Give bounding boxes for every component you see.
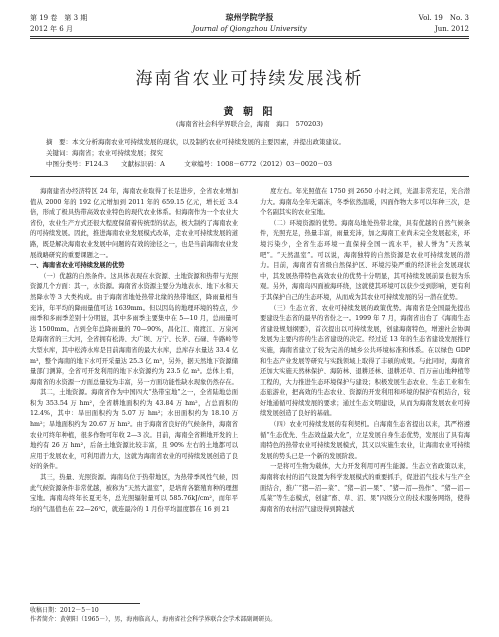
received-date: 收稿日期：2012－5－10 (30, 607, 99, 614)
abstract: 摘 要：本文分析海南农业可持续发展的现状，以及制约农业可持续发展的主要因素，并提出政策建议。 (46, 138, 345, 146)
author-name: 黄 朝 阳 (223, 107, 276, 118)
author-affiliation: (海南省社会科学界联合会，海南 海口 570203) (176, 120, 323, 128)
body-paragraph: 一是将可生物为载体，大力开发利用可再生能源。生态立省政策以来，海南将农村的沼气设置为科学发展模式的重要抓手，促进沼气技术与生产全面结合，推广“猪—沼—菜”、“猪—沼—果”、“猪—沼—热作”、“猪—沼—瓜菜”等生态模式，创建“畜、草、沼、果”四级分立的技术服务网络，使得海南省的农村沼气建设得到跨越式 (260, 463, 470, 513)
footnote (30, 606, 276, 624)
right-column (260, 187, 470, 515)
header-rule (30, 36, 469, 37)
body-paragraph: （三）生态立省、农业可持续发展的政策优势。海南省是全国最先提出要建设生态省的最早的省份之一。1999 年 7 月，海南省出台了《海南生态省建设规划纲要》，首次提出以可持续发展，创建海南特色，增速社会协调发展为主要内容的生态省建设的决定。经过近 13 年的生态省建设发展推行实施，海南省建立了较为完善的城乡公共环境标准和体系。在以绿色 GDP 和生态产业发展等研究与实践领域上取得了丰硕的成果。与此同时，海南省还加大实施天然林保护、海防林、退耕还林、退耕还草、百万亩山地种植等工程的，大力推进生态环境保护与建设；积极发展生态农业、生态工业和生态旅游业，把高效的生态农业、资源的开发利用和环境的保护有机结合，较好地通循可持续发展的要求；通过生态文明建设，从而为海南发展农业可持续发展创造了良好的基础。 (260, 304, 470, 418)
body-paragraph: 度左右。年光照值在 1750 到 2650 小时之间，光温非常充足，光合潜力大。海南岛全年无霜冻，冬季依然温暖，四面作物大多可以年种三次，是个名副其实的农业宝地。 (260, 188, 470, 217)
classification-line: 中图分类号：F124.3 文献标识码：A 文章编号：1008－6772（2012）03－0020－03 (46, 160, 333, 168)
body-paragraph: 其二，土地资源。海南省作为中国四大“热带宝地”之一，全省陆地总面积为 353.54 万 hm²，全省耕地面积约为 43.84 万 hm²，占总面积的 12.4%，其中：旱田面积约为 5.07 万 hm²；水田面积约为 18.10 万 hm²；旱地面积约为 20.67 万 hm²。由于海南省良好的气候条件，海南省农业可终年种植，很多作物可年收 2—3 次。目前，海南全省耕地开发的上地约有 26 万 hm²，后备土地资源比较丰富，且 90% 左右的土地都可以应用于发展农业，可利用潜力大，这就为海南省农业的可持续发展创造了良好的条件。 (30, 389, 238, 471)
header-journal-en: Journal of Qiongzhou University (192, 25, 307, 33)
body-paragraph: （四）农业可持续发展的有利契机。自海南生态省提出以来，其严格遵循“生态优先、生态效益最大化”，立足发展自身生态优势，发展出了具有海南特色的热带农业可持续发展模式，其又以实施生农业，让海南农业可持续发展的势头已是一个新的发展阶段。 (260, 421, 470, 460)
footnote-rule (30, 603, 140, 604)
header-volume: 第 19 卷 第 3 期 (30, 14, 88, 22)
header-date-en: Jun. 2012 (434, 25, 469, 33)
body-paragraph: 其三，热量、光照资源。海南岛位于热带地区，为热带季风性气候，因此气候资源条件非常优越，被称为“天然大温室”，是培育各繁殖育种的理想宝地。海南岛终年长夏无冬，总光照辐射量可以 585.76kJ/cm²，而年平均的气温值也在 22—26℃，就连最冷的 1 月份平均温度都在 16 到 21 (30, 474, 238, 513)
section-heading: 一、海南省农业可持续发展的优势 (30, 262, 125, 270)
left-column (30, 187, 238, 515)
body-paragraph: （一）优越的自然条件。这具体表现在水资源、土地资源和热带与光照资源几个方面：其一，水资源。海南省水资源主要分为地表水、地下水和天然降水等 3 大类构成。由于海南省地处热带北缘的热带地区，降雨量相当充沛，年平均的降雨量值可达 1639mm。但以因岛的地理环境的特点，少雨季和多雨季差别十分明显，其中多雨季主要集中在 5—10 月，总雨量可达 1500mm。占到全年总降雨量的 70—90%，昌化江、南渡江、万泉河是海南省的三大河，全省拥有松涛、大广坝、万宁、长茅、石碌、牛路岭等大型水库，其中松涛水库是目前海南省的最大水库，总库存水量达 33.4 亿 m³，整个海南的地下水可开采量达 25.3 亿 m³，另外，据天然地下资源储量部门测算，全省可开发利用的地下水资源约为 23.5 亿 m³。总体上看，海南省的水资源一方面总量较为丰富，另一方面功能性缺水现象仍然存在。 (30, 272, 238, 386)
header-journal: 琼州学院学报 (225, 13, 274, 22)
header-date: 2012 年 6 月 (30, 25, 73, 33)
body-paragraph: （二）环境资源的优势。海南岛地处热带北缘，具有优越的自然气候条件，光照充足，热量丰富，雨量充沛，加之海南工业尚未完全发展起来，环境污染少，全省生态环境一直保持全国一流水平，被人誉为“天然氧吧”。“天然温室”。可以说，海南独特的自然资源是农业可持续发展的潜力。目前，海南省有省级自然保护区、环境污染严重的经济社会发展现状中，其发展热带特色高效农业的优势十分明显，其可持续发展前景也很为乐观。另外，海南岛四面被海环绕，这就使其环境可以获少受到影响，更有利于其保护自己的生态环境，从而成为其农业可持续发展的另一潜在优势。 (260, 219, 470, 301)
article-title: 海南省农业可持续发展浅析 (135, 69, 364, 89)
author-bio: 作者简介：黄朝阳（1965－），男，海南临高人，海南省社会科学界联合会学术部副调研员。 (30, 616, 277, 623)
header-rule-thin (30, 38, 469, 39)
header-volume-en: Vol. 19 No. 3 (418, 14, 469, 22)
body-paragraph: 海南建省办经济特区 24 年，海南农业取得了长足进步，全省农业增加值从 2000 年的 192 亿元增加到 2011 年的 659.15 亿元，增长近 3.4 倍，形成了极具热带高效农业特色的现代农业体系。但海南作为一个农业大省份，农业生产方式还很大程度保留着传统型的状态，极大制约了海南农业的可持续发展。因此，推进海南农业发展模式改革，走农业可持续发展的道路，既是解决海南农业发展中问题的有效的途径之一，也是当前海南农业发展战略研究的重要课题之一。 (30, 188, 238, 259)
body-separator (30, 176, 469, 177)
keywords: 关键词：海南省；农业可持续发展；探究 (46, 149, 163, 157)
